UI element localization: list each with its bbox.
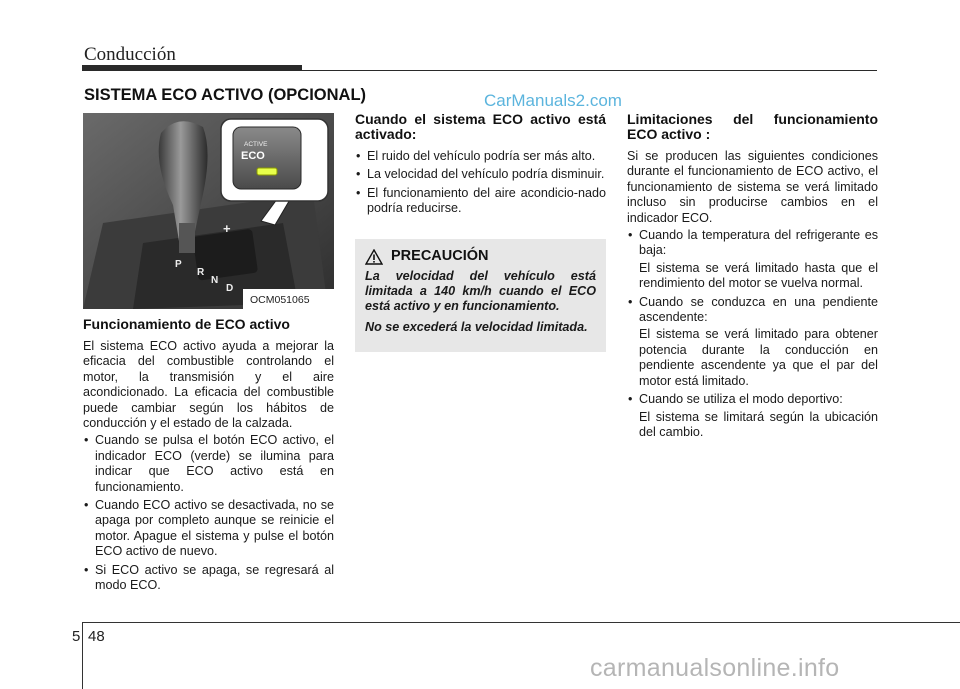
- list-item: [627, 228, 878, 292]
- condition-detail: El sistema se limitará según la ubicación del cambio.: [639, 409, 878, 439]
- limitations-intro: Si se producen las siguientes condiciones durante el funcionamiento de ECO activo, el funcionamiento de sistema se verá limitado incluso sin producirse cambios en el indicador ECO.: [627, 149, 878, 225]
- list-item: • La velocidad del vehículo podría disminuir.: [355, 167, 606, 182]
- header-rule-thick: [82, 65, 302, 71]
- intro-paragraph: El sistema ECO activo ayuda a mejorar la eficacia del combustible controlando el motor, la transmisión y el aire acondicionado. La eficacia del combustible puede cambiar según los hábitos de conducción y el estado de la calzada.: [83, 339, 334, 431]
- header-rule-thin: [302, 70, 877, 71]
- list-item: [627, 392, 878, 440]
- caution-line-2: No se excederá la velocidad limitada.: [365, 319, 588, 334]
- heading-funcionamiento: Funcionamiento de ECO activo: [83, 316, 290, 332]
- caution-line-1: La velocidad del vehículo está limitada a 140 km/h cuando el ECO está activo y en funcionamiento.: [365, 268, 596, 314]
- button-label-active: ACTIVE: [244, 141, 268, 148]
- bullet-list-2: [355, 149, 606, 217]
- warning-triangle-icon: [365, 249, 383, 265]
- footer-divider: [82, 622, 83, 689]
- condition-text: • Cuando se utiliza el modo deportivo:: [639, 392, 843, 407]
- footer-rule: [82, 622, 960, 623]
- list-item: • Si ECO activo se apaga, se regresará al modo ECO.: [83, 563, 334, 594]
- list-item: • Cuando ECO activo se desactivada, no se apaga por completo aunque se reinicie el motor. Apague el sistema y pulse el botón ECO activo de nuevo.: [83, 498, 334, 560]
- condition-detail: El sistema se verá limitado para obtener potencia durante la conducción en pendiente ascendente ya que el par del motor está limitado.: [639, 327, 878, 388]
- caution-header: [365, 249, 596, 265]
- list-item: • El ruido del vehículo podría ser más alto.: [355, 149, 606, 164]
- list-item: [627, 295, 878, 389]
- watermark-top[interactable]: CarManuals2.com: [484, 91, 622, 110]
- gear-letter-p: P: [175, 259, 182, 270]
- heading-activado: Cuando el sistema ECO activo está activado:: [355, 111, 606, 142]
- eco-indicator-icon: [257, 168, 277, 175]
- section-title: SISTEMA ECO ACTIVO (OPCIONAL): [84, 86, 367, 104]
- bullet-list-1: [83, 433, 334, 593]
- list-item: • El funcionamiento del aire acondicio-nado podría reducirse.: [355, 186, 606, 217]
- gear-letter-d: D: [226, 283, 234, 294]
- condition-text: • Cuando la temperatura del refrigerante es baja:: [639, 228, 878, 258]
- condition-detail: El sistema se verá limitado hasta que el rendimiento del motor se vuelva normal.: [639, 260, 878, 291]
- bullet-list-3: [627, 228, 878, 440]
- column-3: [627, 112, 878, 443]
- gear-letter-n: N: [211, 275, 219, 286]
- footer-watermark[interactable]: carmanualsonline.info: [590, 654, 840, 682]
- chapter-number: 5: [72, 628, 81, 645]
- caution-title: PRECAUCIÓN: [391, 247, 489, 264]
- chapter-title: Conducción: [84, 44, 176, 65]
- figure-caption: OCM051065: [250, 294, 310, 306]
- button-label-eco: ECO: [241, 150, 265, 162]
- column-1: [83, 317, 334, 597]
- page-number: 48: [88, 628, 105, 645]
- plus-label: +: [223, 221, 231, 236]
- list-item: • Cuando se pulsa el botón ECO activo, el indicador ECO (verde) se ilumina para indicar que ECO activo está en funcionamiento.: [83, 433, 334, 495]
- condition-text: • Cuando se conduzca en una pendiente ascendente:: [639, 294, 878, 325]
- heading-limitaciones: Limitaciones del funcionamiento ECO activo :: [627, 111, 878, 142]
- gear-letter-r: R: [197, 267, 205, 278]
- caution-box: [355, 239, 606, 353]
- eco-button-figure: [83, 113, 334, 309]
- column-2: [355, 112, 606, 352]
